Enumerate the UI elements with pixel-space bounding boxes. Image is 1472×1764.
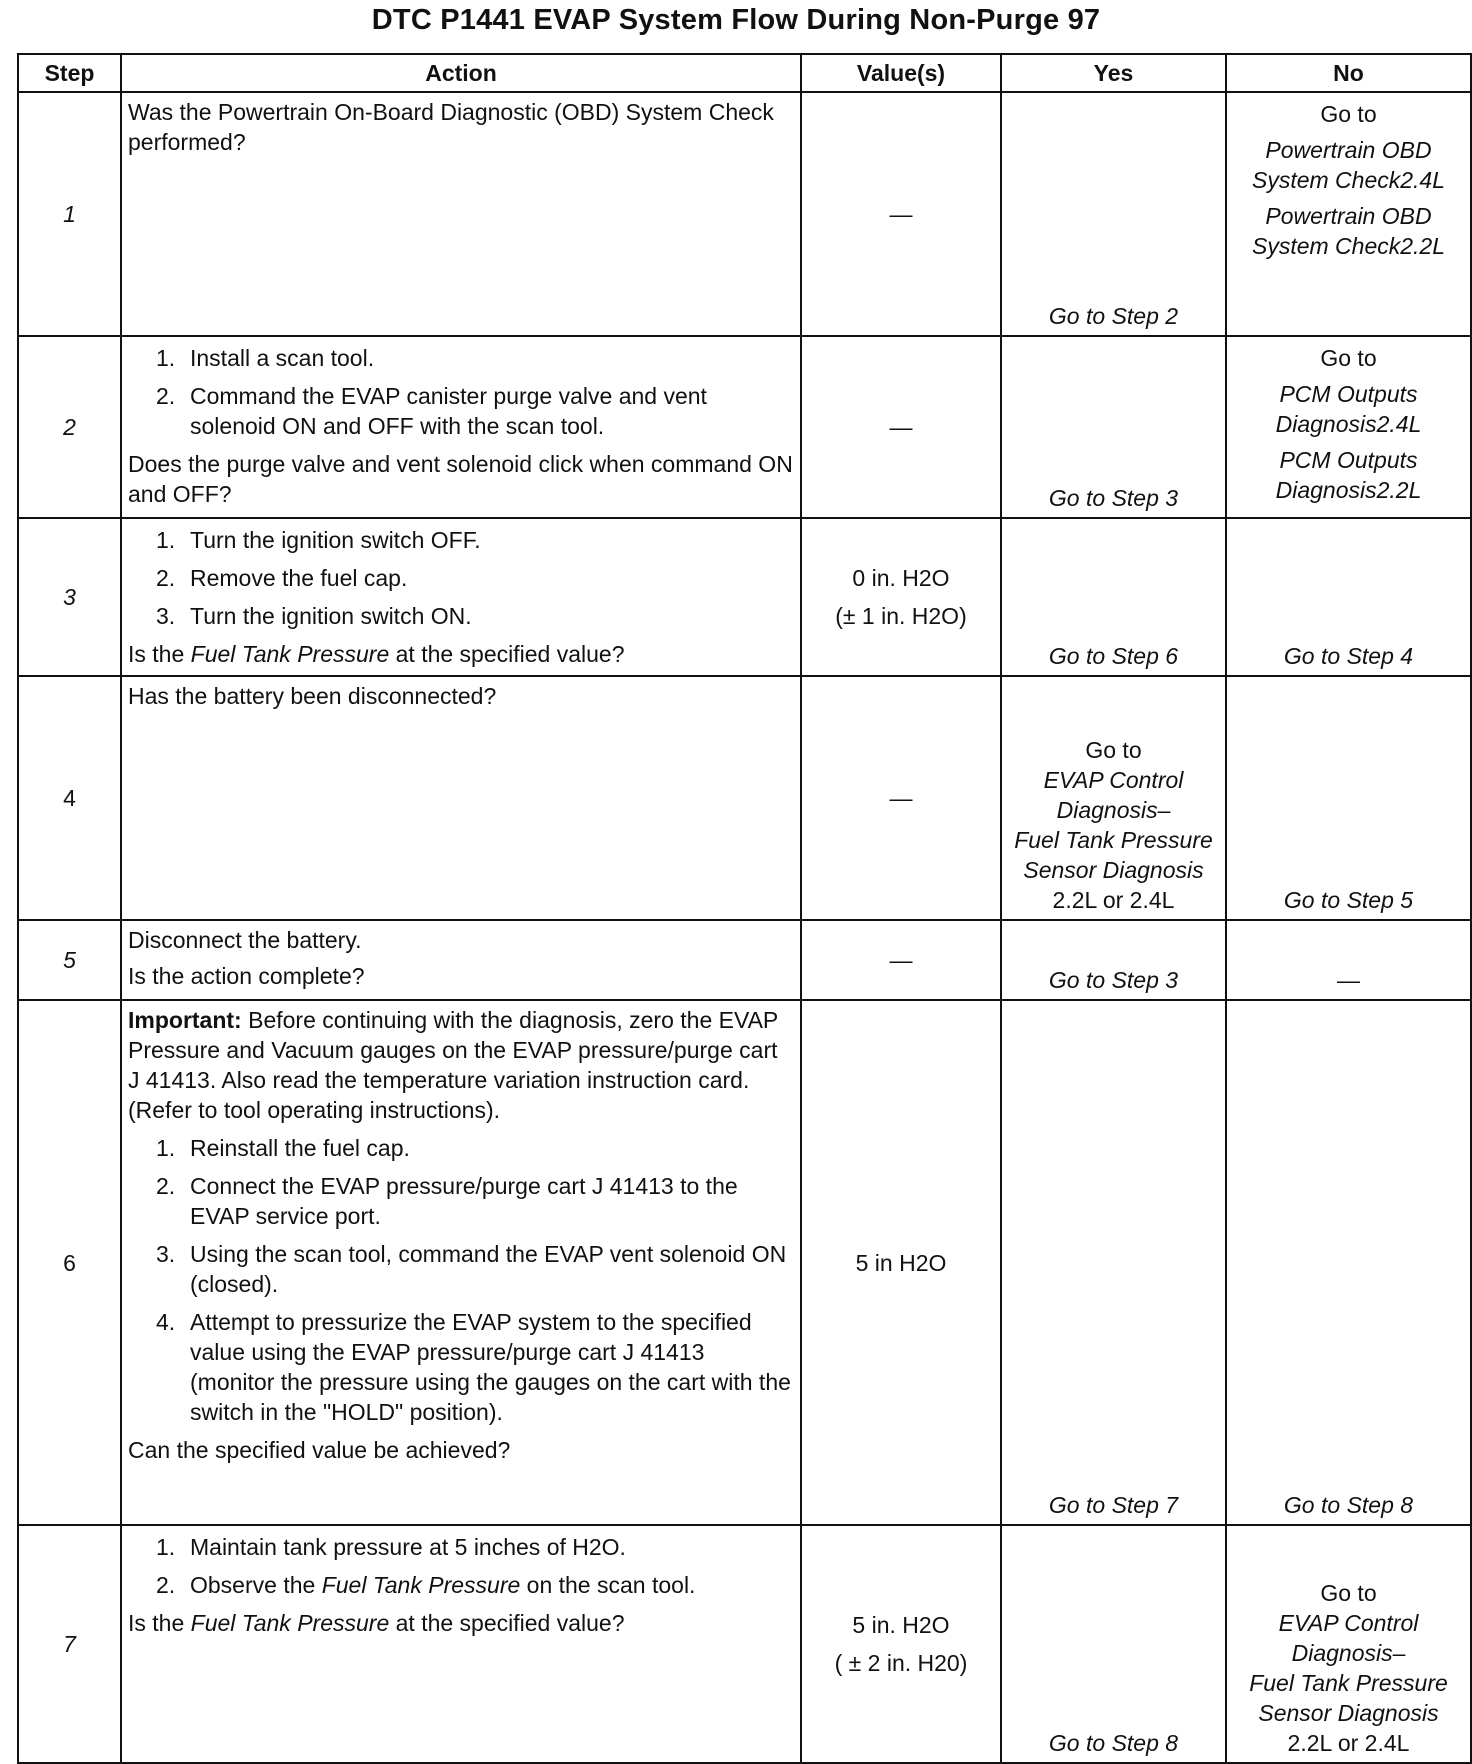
action-cell <box>121 92 801 336</box>
value-cell: 0 in. H2O (± 1 in. H2O) <box>801 518 1001 676</box>
list-item: 1. Reinstall the fuel cap. <box>156 1135 410 1161</box>
no-cell <box>1226 1525 1471 1763</box>
list-item: 4. Attempt to pressurize the EVAP system to the specified value using the EVAP pressure/purge cart J 41413 (monitor the pressure using the gauges on the cart with the switch in the "HOLD" position). <box>156 1309 791 1425</box>
no-goto-text: Go to <box>1320 101 1377 127</box>
action-cell <box>121 920 801 1000</box>
list-item: 1. Install a scan tool. <box>156 345 375 371</box>
no-link-text[interactable]: PCM Outputs Diagnosis2.2L <box>1275 447 1422 503</box>
value-cell: 5 in. H2O ( ± 2 in. H20) <box>801 1525 1001 1763</box>
yes-cell: Go to Step 8 <box>1001 1525 1226 1763</box>
yes-goto-text: Go to <box>1085 737 1142 763</box>
list-item: 2. Remove the fuel cap. <box>156 565 408 591</box>
yes-cell: Go to Step 6 <box>1001 518 1226 676</box>
action-text: Has the battery been disconnected? <box>128 683 497 709</box>
table-row <box>18 1525 1471 1763</box>
step-number: 7 <box>18 1525 121 1763</box>
table-row <box>18 676 1471 920</box>
header-values: Value(s) <box>801 54 1001 92</box>
header-yes: Yes <box>1001 54 1226 92</box>
action-question: Is the Fuel Tank Pressure at the specified value? <box>128 1610 625 1636</box>
action-cell <box>121 1525 801 1763</box>
no-goto-text: Go to <box>1320 1580 1377 1606</box>
action-steps <box>128 525 794 631</box>
yes-cell <box>1001 676 1226 920</box>
action-question: Is the Fuel Tank Pressure at the specified value? <box>128 641 625 667</box>
value-cell: 5 in H2O <box>801 1000 1001 1525</box>
action-question: Is the action complete? <box>128 963 365 989</box>
no-link-text[interactable]: PCM Outputs Diagnosis2.4L <box>1275 381 1422 437</box>
no-link-text[interactable]: Fuel Tank Pressure Sensor Diagnosis <box>1249 1670 1448 1726</box>
table-row <box>18 336 1471 518</box>
list-item: 1. Maintain tank pressure at 5 inches of H2O. <box>156 1534 626 1560</box>
no-tail-text: 2.2L or 2.4L <box>1287 1730 1410 1756</box>
value-cell: — <box>801 92 1001 336</box>
no-cell: Go to Step 4 <box>1226 518 1471 676</box>
yes-link-text[interactable]: Fuel Tank Pressure Sensor Diagnosis <box>1014 827 1213 883</box>
no-cell <box>1226 336 1471 518</box>
action-cell <box>121 676 801 920</box>
no-cell <box>1226 92 1471 336</box>
table-row <box>18 1000 1471 1525</box>
yes-cell: Go to Step 3 <box>1001 920 1226 1000</box>
action-cell <box>121 518 801 676</box>
yes-cell: Go to Step 3 <box>1001 336 1226 518</box>
yes-cell: Go to Step 7 <box>1001 1000 1226 1525</box>
action-question: Does the purge valve and vent solenoid click when command ON and OFF? <box>128 451 793 507</box>
value-cell: — <box>801 920 1001 1000</box>
action-text: Was the Powertrain On-Board Diagnostic (OBD) System Check performed? <box>128 99 774 155</box>
header-action: Action <box>121 54 801 92</box>
list-item: 2. Connect the EVAP pressure/purge cart J 41413 to the EVAP service port. <box>156 1173 738 1229</box>
step-number: 6 <box>18 1000 121 1525</box>
no-link-text[interactable]: EVAP Control Diagnosis– <box>1278 1610 1419 1666</box>
yes-link-text[interactable]: EVAP Control Diagnosis– <box>1043 767 1184 823</box>
action-steps <box>128 343 794 441</box>
page-title: DTC P1441 EVAP System Flow During Non-Purge 97 <box>371 4 1101 36</box>
header-step: Step <box>18 54 121 92</box>
step-number: 1 <box>18 92 121 336</box>
no-cell: Go to Step 5 <box>1226 676 1471 920</box>
action-text: Disconnect the battery. <box>128 927 362 953</box>
no-link-text[interactable]: Powertrain OBD System Check2.2L <box>1251 203 1446 259</box>
value-cell: — <box>801 676 1001 920</box>
action-question: Can the specified value be achieved? <box>128 1437 511 1463</box>
list-item: 3. Turn the ignition switch ON. <box>156 603 472 629</box>
step-number: 5 <box>18 920 121 1000</box>
action-steps <box>128 1532 794 1600</box>
diagnostic-table <box>17 53 1472 1764</box>
table-header-row <box>18 54 1471 92</box>
yes-cell: Go to Step 2 <box>1001 92 1226 336</box>
list-item: 2. Observe the Fuel Tank Pressure on the scan tool. <box>156 1572 696 1598</box>
step-number: 4 <box>18 676 121 920</box>
action-cell <box>121 336 801 518</box>
header-no: No <box>1226 54 1471 92</box>
no-cell: Go to Step 8 <box>1226 1000 1471 1525</box>
action-cell <box>121 1000 801 1525</box>
step-number: 3 <box>18 518 121 676</box>
action-steps <box>128 1133 794 1427</box>
table-row <box>18 920 1471 1000</box>
no-link-text[interactable]: Powertrain OBD System Check2.4L <box>1251 137 1446 193</box>
table-row <box>18 518 1471 676</box>
yes-tail-text: 2.2L or 2.4L <box>1052 887 1175 913</box>
list-item: 3. Using the scan tool, command the EVAP vent solenoid ON (closed). <box>156 1241 787 1297</box>
value-cell: — <box>801 336 1001 518</box>
step-number: 2 <box>18 336 121 518</box>
list-item: 2. Command the EVAP canister purge valve and vent solenoid ON and OFF with the scan tool. <box>156 383 707 439</box>
table-row <box>18 92 1471 336</box>
no-cell: — <box>1226 920 1471 1000</box>
no-goto-text: Go to <box>1320 345 1377 371</box>
list-item: 1. Turn the ignition switch OFF. <box>156 527 481 553</box>
important-note: Important: Before continuing with the diagnosis, zero the EVAP Pressure and Vacuum gauges on the EVAP pressure/purge cart J 41413. Also read the temperature variation instruction card. (Refer to tool operating instructions). <box>128 1007 778 1123</box>
